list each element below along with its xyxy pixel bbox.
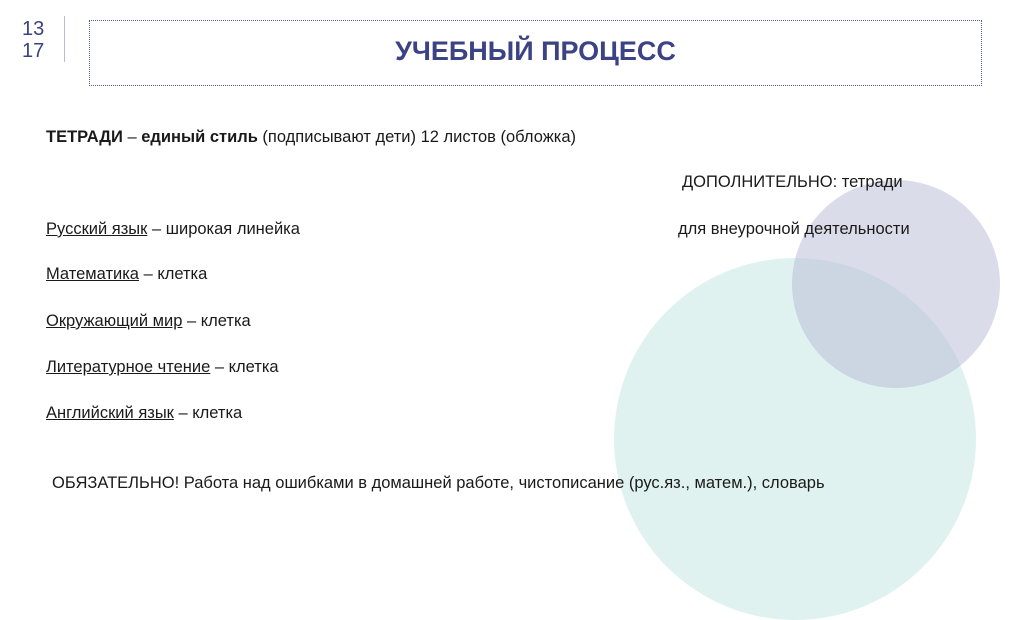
- subject-name: Русский язык: [46, 220, 148, 238]
- logo-divider: [64, 16, 65, 62]
- subject-rule: – широкая линейка: [147, 220, 300, 238]
- notebooks-details: (подписывают дети) 12 листов (обложка): [257, 128, 576, 146]
- subject-math: [46, 264, 207, 284]
- subject-english: [46, 403, 242, 423]
- subject-rule: – клетка: [138, 265, 208, 283]
- mandatory-line: ОБЯЗАТЕЛЬНО! Работа над ошибками в домашней работе, чистописание (рус.яз., матем.), словарь: [52, 474, 825, 492]
- subject-name: Окружающий мир: [46, 312, 183, 330]
- logo-bottom-digits: 17: [22, 40, 45, 62]
- subject-rule: – клетка: [173, 404, 243, 422]
- subject-literature: [46, 357, 279, 377]
- additional-line-1: ДОПОЛНИТЕЛЬНО: тетради: [682, 173, 903, 191]
- subject-name: Литературное чтение: [46, 358, 211, 376]
- notebooks-line: [46, 127, 576, 147]
- subject-russian: [46, 219, 300, 239]
- subject-name: Английский язык: [46, 404, 174, 422]
- notebooks-label: ТЕТРАДИ: [46, 128, 123, 146]
- notebooks-dash: –: [122, 128, 142, 146]
- subject-rule: – клетка: [182, 312, 251, 330]
- subject-rule: – клетка: [210, 358, 279, 376]
- notebooks-style-label: единый стиль: [141, 128, 258, 146]
- title-box: [89, 20, 982, 86]
- logo: [18, 18, 68, 66]
- decorative-circle-small: [792, 180, 1000, 388]
- logo-top-digits: 13: [22, 18, 45, 40]
- subject-world: [46, 311, 251, 331]
- subject-name: Математика: [46, 265, 139, 283]
- page-title: УЧЕБНЫЙ ПРОЦЕСС: [395, 36, 676, 66]
- additional-line-2: для внеурочной деятельности: [678, 220, 910, 238]
